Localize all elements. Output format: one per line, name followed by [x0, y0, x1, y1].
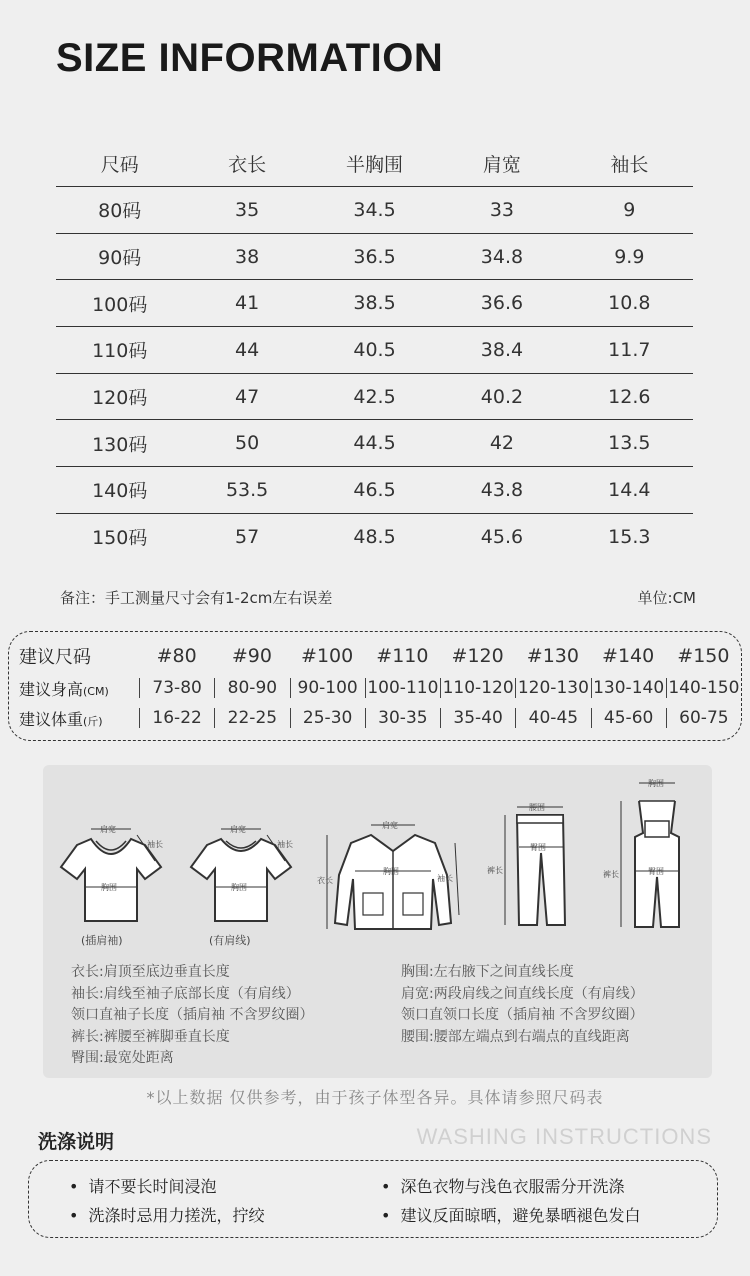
measurement-guide [43, 765, 712, 1078]
washing-box [28, 1160, 718, 1238]
overalls-icon [599, 773, 709, 933]
recommend-size: #120 [451, 645, 504, 667]
table-cell: 36.6 [480, 292, 524, 315]
header-cell: 尺码 [100, 153, 139, 176]
definition-item: 裤长:裤腰至裤脚垂直长度 [71, 1028, 230, 1045]
table-cell: 40.5 [353, 338, 396, 361]
table-row [56, 467, 693, 514]
definition-item: 领口直袖子长度（插肩袖 不含罗纹圈） [71, 1007, 314, 1024]
definition-item: 领口直领口长度（插肩袖 不含罗纹圈） [401, 1007, 644, 1024]
recommend-weight: 22-25 [214, 708, 289, 728]
pants-length-label: 裤长 [487, 866, 503, 875]
chest-label: 胸围 [231, 883, 247, 892]
definition-item: 臀围:最宽处距离 [71, 1050, 174, 1067]
recommend-height-row [9, 674, 741, 702]
table-cell: 38 [235, 245, 260, 268]
table-cell: 50 [235, 432, 260, 455]
recommend-weight: 35-40 [440, 708, 515, 728]
table-cell: 48.5 [353, 525, 396, 548]
washing-item: • 请不要长时间浸泡 [69, 1174, 216, 1197]
weight-label-text: 建议体重 [19, 709, 84, 729]
header-cell: 袖长 [610, 153, 649, 176]
washing-title-en: WASHING INSTRUCTIONS [416, 1124, 712, 1149]
table-cell: 12.6 [608, 385, 651, 408]
tshirt-raglan-icon [51, 817, 169, 929]
table-cell: 43.8 [480, 478, 524, 501]
table-cell: 41 [235, 292, 260, 315]
sleeve-label: 袖长 [147, 840, 163, 849]
unit-label: 单位:CM [637, 589, 696, 607]
recommend-size: #140 [602, 645, 655, 667]
table-cell: 57 [235, 525, 260, 548]
table-cell: 90码 [98, 247, 142, 270]
table-row [56, 234, 693, 281]
definition-item: 袖长:肩线至袖子底部长度（有肩线） [71, 985, 300, 1002]
height-label-text: 建议身高 [19, 679, 84, 699]
header-cell: 肩宽 [482, 153, 521, 176]
recommend-size: #90 [231, 645, 272, 667]
table-cell: 110码 [92, 340, 148, 363]
table-row [56, 327, 693, 374]
recommend-size: #100 [301, 645, 354, 667]
definition-item: 肩宽:两段肩线之间直线长度（有肩线） [401, 985, 644, 1002]
table-row [56, 374, 693, 421]
pants-icon [483, 801, 579, 927]
recommend-height: 73-80 [139, 678, 214, 698]
recommend-size: #80 [156, 645, 197, 667]
table-cell: 150码 [92, 527, 148, 550]
recommend-weight-label [9, 707, 139, 730]
pants-length-label: 裤长 [603, 870, 619, 879]
washing-item: • 建议反面晾晒，避免暴晒褪色发白 [381, 1203, 640, 1226]
table-cell: 53.5 [225, 478, 269, 501]
shoulder-label: 肩宽 [100, 825, 116, 834]
table-cell: 130码 [92, 433, 148, 456]
table-cell: 42 [489, 432, 515, 455]
recommend-height: 90-100 [290, 678, 365, 698]
table-cell: 38.5 [353, 292, 396, 315]
table-cell: 34.5 [353, 198, 396, 221]
jacket-icon [319, 815, 467, 935]
recommend-weight: 45-60 [591, 708, 666, 728]
recommend-weight: 30-35 [365, 708, 440, 728]
sleeve-label: 袖长 [277, 840, 293, 849]
recommend-height: 100-110 [365, 678, 440, 698]
chest-label: 胸围 [648, 779, 664, 788]
table-cell: 34.8 [480, 245, 524, 268]
definition-item: 胸围:左右腋下之间直线长度 [401, 964, 574, 980]
washing-title: 洗涤说明 [38, 1131, 115, 1153]
shoulder-label: 肩宽 [230, 825, 246, 834]
table-cell: 13.5 [608, 432, 651, 455]
hip-label: 臀围 [530, 843, 546, 852]
table-cell: 44 [235, 338, 260, 361]
recommend-size: #110 [376, 645, 429, 667]
table-cell: 140码 [92, 480, 148, 503]
table-cell: 40.2 [480, 385, 524, 408]
weight-unit: (斤) [83, 714, 103, 728]
size-table [56, 140, 693, 560]
recommend-weight: 60-75 [666, 708, 741, 728]
recommend-size: #150 [677, 645, 730, 667]
recommend-height: 110-120 [440, 678, 515, 698]
table-cell: 80码 [98, 200, 142, 223]
table-cell: 42.5 [353, 385, 396, 408]
recommend-weight: 40-45 [515, 708, 590, 728]
table-cell: 33 [489, 198, 515, 221]
table-cell: 10.8 [608, 292, 651, 315]
recommendation-box [8, 631, 742, 741]
table-cell: 44.5 [353, 432, 396, 455]
washing-item: • 洗涤时忌用力搓洗，拧绞 [69, 1203, 264, 1226]
table-row [56, 187, 693, 234]
definition-item: 衣长:肩顶至底边垂直长度 [71, 964, 230, 980]
recommend-height-label [9, 677, 139, 700]
shoulder-label: 肩宽 [382, 821, 398, 830]
definition-item: 腰围:腰部左端点到右端点的直线距离 [401, 1028, 630, 1045]
table-cell: 47 [235, 385, 260, 408]
header-cell: 半胸围 [346, 153, 404, 176]
recommend-weight-row [9, 704, 741, 732]
table-row [56, 280, 693, 327]
table-header [56, 140, 693, 187]
table-cell: 100码 [92, 293, 148, 316]
chest-label: 胸围 [383, 867, 399, 876]
table-cell: 15.3 [608, 525, 651, 548]
recommend-height: 130-140 [591, 678, 666, 698]
recommend-size: #130 [526, 645, 579, 667]
recommend-size-label: 建议尺码 [19, 647, 91, 668]
recommend-weight: 16-22 [139, 708, 214, 728]
recommend-height: 140-150 [666, 678, 741, 698]
disclaimer: *以上数据 仅供参考，由于孩子体型各异。具体请参照尺码表 [146, 1088, 604, 1107]
table-cell: 120码 [92, 387, 148, 410]
recommend-height: 80-90 [214, 678, 289, 698]
waist-label: 腰围 [529, 803, 545, 812]
recommend-size-row [9, 642, 741, 670]
table-row [56, 514, 693, 560]
table-cell: 14.4 [608, 478, 651, 501]
length-label: 衣长 [317, 876, 333, 885]
height-unit: (CM) [83, 684, 109, 698]
definitions-left [71, 962, 313, 1070]
chest-label: 胸围 [101, 883, 117, 892]
table-cell: 38.4 [480, 338, 524, 361]
recommend-weight: 25-30 [290, 708, 365, 728]
sleeve-label: 袖长 [437, 874, 453, 883]
table-cell: 9.9 [614, 245, 645, 268]
caption-raglan: (插肩袖) [81, 934, 123, 947]
hip-label: 臀围 [648, 867, 664, 876]
washing-item: • 深色衣物与浅色衣服需分开洗涤 [381, 1174, 624, 1197]
page-title: SIZE INFORMATION [56, 36, 444, 80]
measurement-note: 备注：手工测量尺寸会有1-2cm左右误差 [60, 589, 333, 607]
table-cell: 35 [235, 198, 260, 221]
table-cell: 46.5 [353, 478, 396, 501]
table-cell: 9 [623, 198, 636, 221]
table-cell: 45.6 [480, 525, 524, 548]
definitions-right [401, 962, 644, 1048]
table-cell: 36.5 [353, 245, 396, 268]
recommend-height: 120-130 [515, 678, 590, 698]
table-cell: 11.7 [608, 338, 651, 361]
tshirt-shoulder-icon [181, 817, 299, 929]
table-row [56, 420, 693, 467]
header-cell: 衣长 [228, 153, 267, 176]
caption-shoulder: (有肩线) [209, 934, 251, 947]
